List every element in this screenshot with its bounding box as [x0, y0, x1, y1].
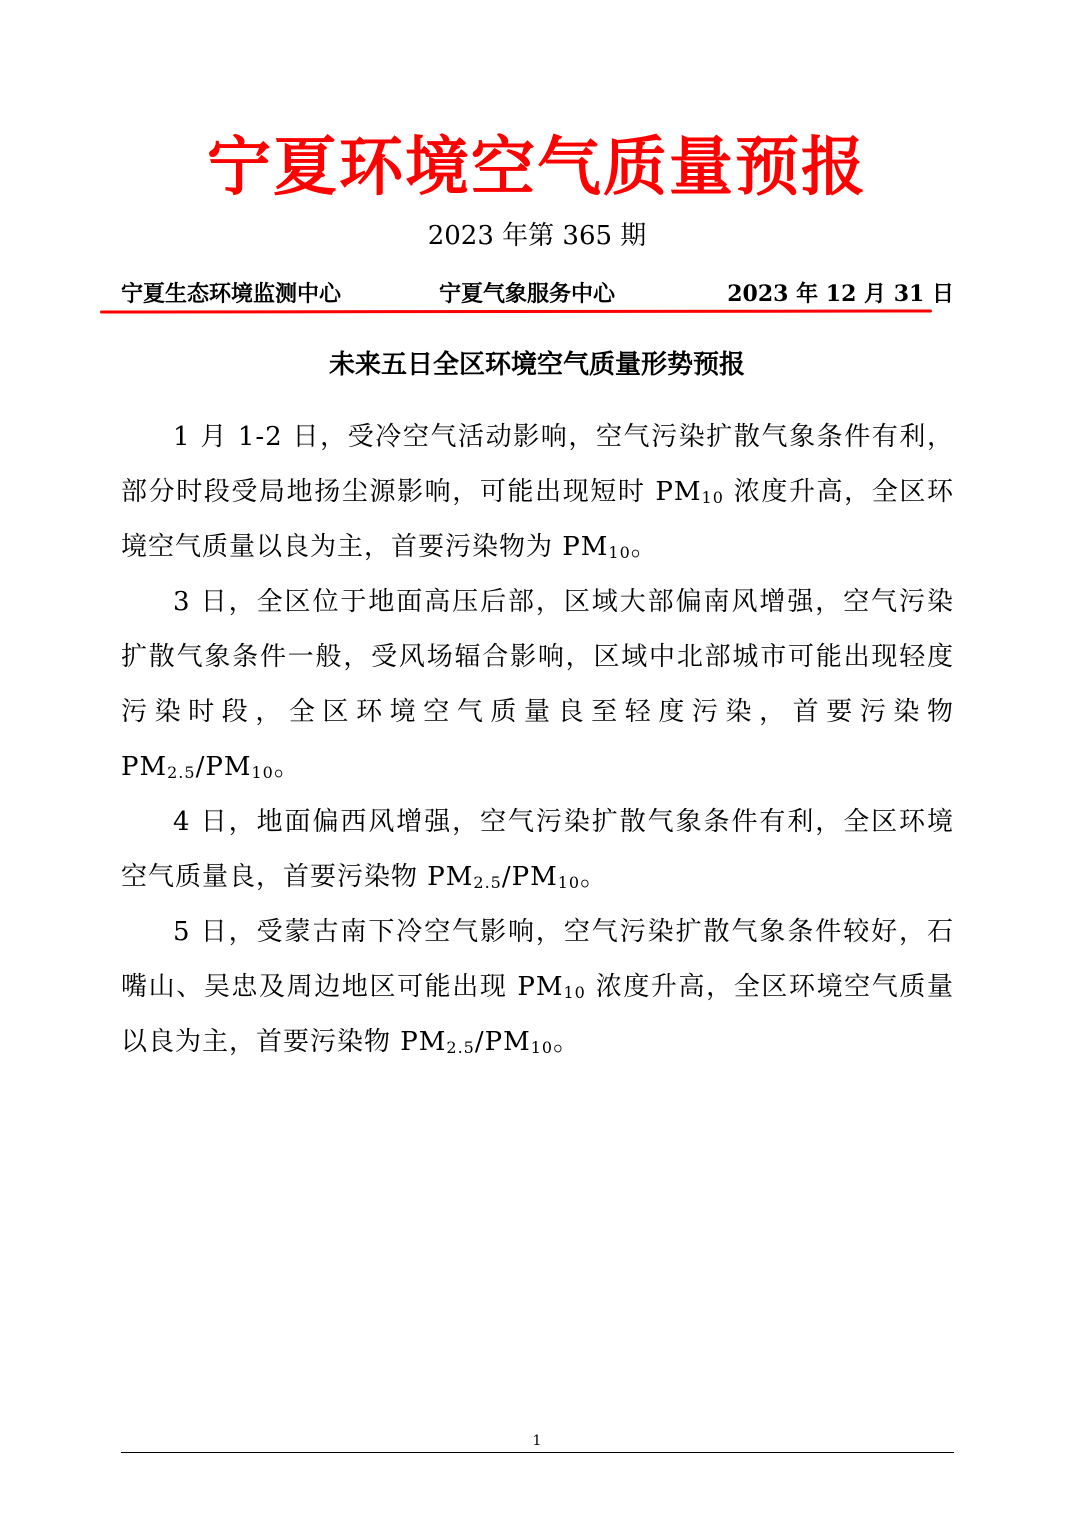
text-run: /PM [195, 752, 252, 782]
subscript: 2.5 [167, 763, 196, 782]
footer-divider [121, 1452, 954, 1453]
document-title: 宁夏环境空气质量预报 [207, 131, 867, 205]
text-run: 。 [630, 532, 658, 562]
text-run: 浓度升高，全区环境空气质量以良为主，首要污染物为 PM [121, 477, 954, 562]
subscript: 10 [251, 763, 274, 782]
text-run: 3 日，全区位于地面高压后部，区域大部偏南风增强，空气污染扩散气象条件一般，受风场辐合影响，区域中北部城市可能出现轻度污染时段，全区环境空气质量良至轻度污染，首要污染物 PM [121, 587, 954, 782]
subscript: 10 [557, 873, 581, 892]
subscript: 10 [701, 488, 724, 507]
text-run: 。 [273, 752, 301, 782]
forecast-paragraph-day5 [121, 905, 954, 1070]
text-run: /PM [474, 1027, 531, 1057]
issue-number: 2023 年第 365 期 [427, 221, 647, 251]
forecast-paragraph-day3 [121, 575, 954, 795]
issuer-meteorological-center: 宁夏气象服务中心 [439, 281, 616, 307]
subscript: 2.5 [446, 1038, 475, 1057]
page-number: 1 [532, 1433, 542, 1449]
subscript: 10 [563, 983, 586, 1002]
text-run: 4 日，地面偏西风增强，空气污染扩散气象条件有利，全区环境空气质量良，首要污染物 PM [121, 807, 954, 892]
issuer-header [121, 276, 954, 312]
text-run: /PM [501, 862, 558, 892]
forecast-paragraph-day4 [121, 795, 954, 905]
text-run: 5 日，受蒙古南下冷空气影响，空气污染扩散气象条件较好，石嘴山、吴忠及周边地区可能出现 PM [121, 917, 954, 1002]
red-divider [100, 309, 932, 313]
text-run: 。 [580, 862, 608, 892]
section-title: 未来五日全区环境空气质量形势预报 [328, 350, 745, 380]
subscript: 2.5 [473, 873, 502, 892]
forecast-body [121, 410, 954, 1070]
text-run: 1 月 1-2 日，受冷空气活动影响，空气污染扩散气象条件有利，部分时段受局地扬尘源影响，可能出现短时 PM [121, 422, 954, 507]
text-run: 浓度升高，全区环境空气质量以良为主，首要污染物 PM [121, 972, 954, 1057]
forecast-paragraph-day1-2 [121, 410, 954, 575]
subscript: 10 [530, 1038, 554, 1057]
text-run: 。 [553, 1027, 581, 1057]
subscript: 10 [608, 543, 631, 562]
issuer-environment-center: 宁夏生态环境监测中心 [121, 281, 342, 307]
issue-date: 2023 年 12 月 31 日 [727, 281, 954, 307]
